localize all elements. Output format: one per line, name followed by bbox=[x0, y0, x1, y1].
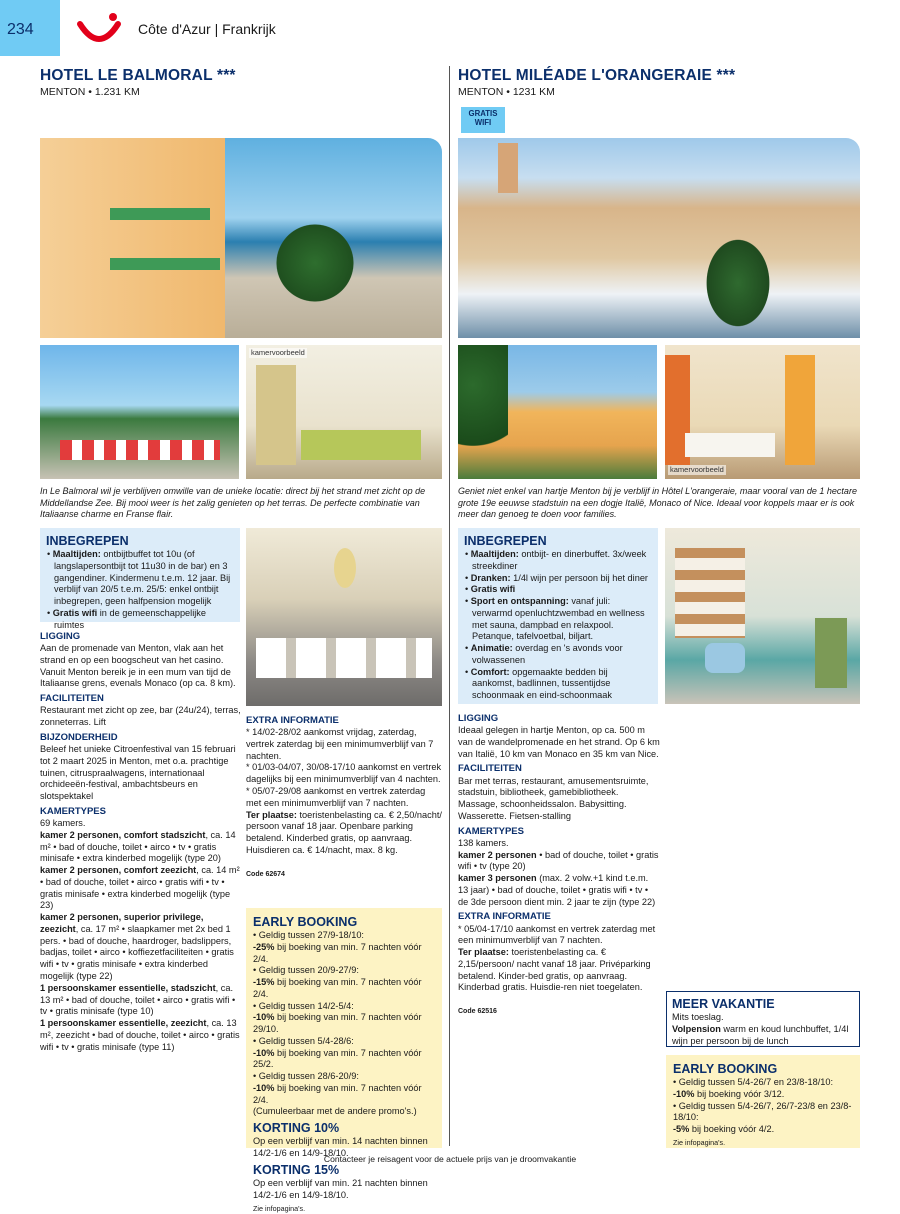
room-item: 1 persoonskamer essentielle, stadszicht, ca. 13 m² • bad of douche, toilet • airco • gratis wifi • tv • gratis minisafe (type 10) bbox=[40, 982, 236, 1017]
page-number: 234 bbox=[0, 0, 60, 56]
inbegrepen-box-left bbox=[40, 528, 240, 630]
meer-volpension: Volpension warm en koud lunchbuffet, 1/4l wijn per persoon bij de lunch bbox=[672, 1023, 849, 1046]
code-right: Code 62516 bbox=[458, 1008, 497, 1016]
korting10-title: KORTING 10% bbox=[253, 1121, 340, 1136]
early-booking-box-right bbox=[666, 1055, 860, 1148]
extra-line: * 05/04-17/10 aankomst en vertrek zaterdag met een minimumverblijf van 7 nachten. bbox=[458, 923, 656, 946]
hotel-location-right: MENTON • 1231 KM bbox=[458, 86, 555, 98]
lounge-photo bbox=[665, 528, 860, 704]
early-line: -10% bij boeking van min. 7 nachten vóór 25/2. bbox=[253, 1047, 422, 1070]
early-line: • Geldig tussen 27/9-18/10: bbox=[253, 930, 364, 940]
ligging-text-right: Ideaal gelegen in hartje Menton, op ca. 500 m van de wandelpromenade en het strand. Op 6 km van Italië, 10 km van Monaco en 35 km van Nice. bbox=[458, 725, 660, 759]
early-line: -10% bij boeking van min. 7 nachten vóór 2/4. bbox=[253, 1082, 422, 1105]
inbegrepen-title-left: INBEGREPEN bbox=[46, 534, 129, 548]
early-line: • Geldig tussen 5/4-26/7 en 23/8-18/10: bbox=[673, 1077, 834, 1087]
hotel-photo-sea-view bbox=[40, 138, 442, 338]
early-line: -15% bij boeking van min. 7 nachten vóór 2/4. bbox=[253, 977, 422, 999]
early-line: -10% bij boeking van min. 7 nachten vóór 29/10. bbox=[253, 1012, 422, 1035]
gratis-wifi-badge: GRATIS WIFI bbox=[461, 107, 505, 133]
extra-title-left: EXTRA INFORMATIE bbox=[246, 715, 339, 726]
inbegrepen-box-right bbox=[458, 528, 658, 704]
early-line: • Geldig tussen 20/9-27/9: bbox=[253, 965, 359, 976]
hotel-title-right: HOTEL MILÉADE L'ORANGERAIE *** bbox=[458, 67, 736, 84]
ligging-text-left: Aan de promenade van Menton, vlak aan het strand en op een boogscheut van het casino. Vanuit Menton bereik je in een mum van tijd de Italiaanse grens, evenals Monaco (op ca. 8 km). bbox=[40, 643, 236, 689]
menton-harbour-photo bbox=[458, 138, 860, 338]
list-item: • Dranken: 1/4l wijn per persoon bij het diner bbox=[464, 573, 652, 585]
early-line: • Geldig tussen 28/6-20/9: bbox=[253, 1071, 359, 1082]
zie-infopagina-left: Zie infopagina's. bbox=[253, 1204, 306, 1214]
faciliteiten-text-left: Restaurant met zicht op zee, bar (24u/24), terras, zonneterras. Lift bbox=[40, 705, 241, 728]
extra-info-left bbox=[246, 712, 442, 880]
kamertypes-title-right: KAMERTYPES bbox=[458, 825, 524, 837]
hotel-location-left: MENTON • 1.231 KM bbox=[40, 86, 140, 98]
room-item: 1 persoonskamer essentielle, zeezicht, ca. 13 m², zeezicht • bad of douche, toilet • airco • gratis wifi • tv • gratis minisafe (type 11) bbox=[40, 1018, 240, 1052]
room-photo-right bbox=[665, 345, 860, 479]
list-item: • Gratis wifi in de gemeenschappelijke ruimtes bbox=[46, 608, 234, 632]
early-booking-box-left bbox=[246, 908, 442, 1214]
list-item: • Maaltijden: ontbijtbuffet tot 10u (of langslapersontbijt tot 11u30 in de bar) en 3 gangendiner. Kindermenu t.e.m. 12 jaar. Bij verblijf van 20/5 t.e.m. 25/5: enkel ontbijt inbegrepen, geen halfpension mogelijk bbox=[46, 549, 234, 608]
early-line: -25% bij boeking van min. 7 nachten vóór 2/4. bbox=[253, 941, 422, 964]
list-item: • Sport en ontspanning: vanaf juli: verwarmd openluchtzwembad en wellness met sauna, dampbad en relaxpool. Petanque, tafelvoetbal, biljart. bbox=[464, 596, 652, 643]
caption-kamervoorbeeld-left: kamervoorbeeld bbox=[251, 348, 305, 357]
room-item: kamer 2 personen • bad of douche, toilet • gratis wifi • tv (type 20) bbox=[458, 849, 659, 872]
korting15-text: Op een verblijf van min. 21 nachten binnen 14/2-1/6 en 14/9-18/10. bbox=[253, 1177, 428, 1200]
faciliteiten-text-right: Bar met terras, restaurant, amusementsruimte, stadstuin, bibliotheek, gamebibliotheek. Massage, schoonheidssalon. Babysitting. Wasserette. Fietsen-stalling bbox=[458, 775, 649, 821]
meer-line: Mits toeslag. bbox=[672, 1012, 724, 1022]
ligging-title-left: LIGGING bbox=[40, 631, 81, 642]
korting15-title: KORTING 15% bbox=[253, 1162, 340, 1177]
early-line: • Geldig tussen 14/2-5/4: bbox=[253, 1000, 354, 1011]
early-line: -10% bij boeking vóór 3/12. bbox=[673, 1088, 785, 1099]
orangeraie-building-photo bbox=[458, 345, 657, 479]
early-line: -5% bij boeking vóór 4/2. bbox=[673, 1124, 775, 1135]
extra-line: * 14/02-28/02 aankomst vrijdag, zaterdag, vertrek zaterdag bij een minimumverblijf van 7 nachten. bbox=[246, 727, 434, 761]
korting10-text: Op een verblijf van min. 14 nachten binnen 14/2-1/6 en 14/9-18/10. bbox=[253, 1136, 428, 1159]
ter-plaatse-right: Ter plaatse: toeristenbelasting ca. € 2,15/persoon/ nacht vanaf 18 jaar. Privéparking betalend. Kinder-bed gratis, op aanvraag. Kinderbad gratis. Huisdie-ren niet toegelaten. bbox=[458, 947, 651, 993]
page-footer: Contacteer je reisagent voor de actuele prijs van je droomvakantie bbox=[323, 1154, 577, 1164]
room-item: kamer 2 personen, comfort zeezicht, ca. 14 m² • bad of douche, toilet • airco • gratis wifi • tv • gratis minisafe • extra kinderbed mogelijk (type 23) bbox=[40, 865, 240, 911]
caption-kamervoorbeeld-right: kamervoorbeeld bbox=[670, 465, 724, 474]
info-right bbox=[458, 710, 660, 1017]
early-line: • Geldig tussen 5/4-26/7, 26/7-23/8 en 23/8-18/10: bbox=[673, 1100, 852, 1123]
list-item: • Maaltijden: ontbijt- en dinerbuffet. 3x/week streekdiner bbox=[464, 549, 652, 573]
early-line: (Cumuleerbaar met de andere promo's.) bbox=[253, 1106, 417, 1117]
intro-right: Geniet niet enkel van hartje Menton bij je verblijf in Hôtel L'orangeraie, maar vooral van de 1 hectare grote 19e eeuwse stadstuin na een dogje Italië, Monaco of Nice. Ideaal voor koppels maar er is ook meer dan genoeg te doen voor families. bbox=[458, 486, 857, 520]
bijzonderheid-title: BIJZONDERHEID bbox=[40, 731, 118, 743]
restaurant-photo bbox=[246, 528, 442, 706]
room-photo-left bbox=[246, 345, 442, 479]
early-title-right: EARLY BOOKING bbox=[673, 1062, 778, 1076]
faciliteiten-title-right: FACILITEITEN bbox=[458, 763, 522, 775]
kamertypes-title-left: KAMERTYPES bbox=[40, 805, 106, 817]
room-item: kamer 3 personen (max. 2 volw.+1 kind t.e.m. 13 jaar) • bad of douche, toilet • gratis wifi • tv • de 3de persoon dient min. 2 jaar te zijn (type 22) bbox=[458, 873, 656, 907]
breadcrumb: Côte d'Azur | Frankrijk bbox=[138, 21, 276, 37]
list-item: • Comfort: opgemaakte bedden bij aankomst, badlinnen, tussentijdse schoonmaak en eind-schoonmaak bbox=[464, 667, 652, 702]
kamertypes-count-right: 138 kamers. bbox=[458, 837, 509, 848]
room-item: kamer 2 personen, comfort stadszicht, ca. 14 m² • bad of douche, toilet • airco • tv • gratis minisafe • extra kinderbed mogelijk (type 20) bbox=[40, 829, 236, 864]
inbegrepen-title-right: INBEGREPEN bbox=[464, 534, 547, 548]
ter-plaatse-left: Ter plaatse: toeristenbelasting ca. € 2,50/nacht/ persoon vanaf 18 jaar. Openbare parking betalend. Kinderbed gratis, op aanvraag. Huisdieren ca. € 14/nacht, max. 8 kg. bbox=[246, 809, 442, 855]
info-left bbox=[40, 628, 242, 1053]
code-left: Code 62674 bbox=[246, 870, 285, 878]
room-item: kamer 2 personen, superior privilege, zeezicht, ca. 17 m² • slaapkamer met 2x bed 1 pers. • bad of douche, haardroger, badslippers, badjas, toilet • airco • koffiezetfaciliteiten • gratis wifi • tv • gratis minisafe • extra kinderbed mogelijk (type 22) bbox=[40, 912, 234, 981]
intro-left: In Le Balmoral wil je verblijven omwille van de unieke locatie: direct bij het strand met zicht op de Middellandse Zee. Bij mooi weer is het zalig genieten op het terras. De perfecte combinatie van Italiaanse charme en Franse flair. bbox=[40, 486, 426, 520]
bijzonderheid-text: Beleef het unieke Citroenfestival van 15 februari tot 2 maart 2025 in Menton, met o.a. prachtige tuinen, citruspraalwagens, internationaal orchideeën-festival, ambachtsbeurs en slotspektakel bbox=[40, 744, 236, 802]
meer-vakantie-box bbox=[666, 991, 860, 1047]
column-divider bbox=[449, 66, 450, 1146]
zie-infopagina-right: Zie infopagina's. bbox=[673, 1137, 726, 1147]
kamertypes-count-left: 69 kamers. bbox=[40, 818, 86, 829]
extra-line: * 01/03-04/07, 30/08-17/10 aankomst en vertrek dagelijks bij een minimumverblijf van 4 nachten. bbox=[246, 762, 442, 785]
extra-title-right: EXTRA INFORMATIE bbox=[458, 911, 551, 923]
faciliteiten-title-left: FACILITEITEN bbox=[40, 693, 104, 705]
list-item: • Animatie: overdag en 's avonds voor volwassenen bbox=[464, 643, 652, 667]
extra-line: * 05/07-29/08 aankomst en vertrek zaterdag met een minimumverblijf van 7 nachten. bbox=[246, 785, 426, 808]
ligging-title-right: LIGGING bbox=[458, 713, 499, 724]
early-title-left: EARLY BOOKING bbox=[253, 915, 358, 929]
hotel-title-left: HOTEL LE BALMORAL *** bbox=[40, 67, 236, 84]
terrace-photo bbox=[40, 345, 239, 479]
meer-vakantie-title: MEER VAKANTIE bbox=[672, 997, 775, 1011]
early-line: • Geldig tussen 5/4-28/6: bbox=[253, 1035, 354, 1046]
tui-logo-icon bbox=[76, 10, 122, 50]
list-item: • Gratis wifi bbox=[464, 584, 652, 596]
